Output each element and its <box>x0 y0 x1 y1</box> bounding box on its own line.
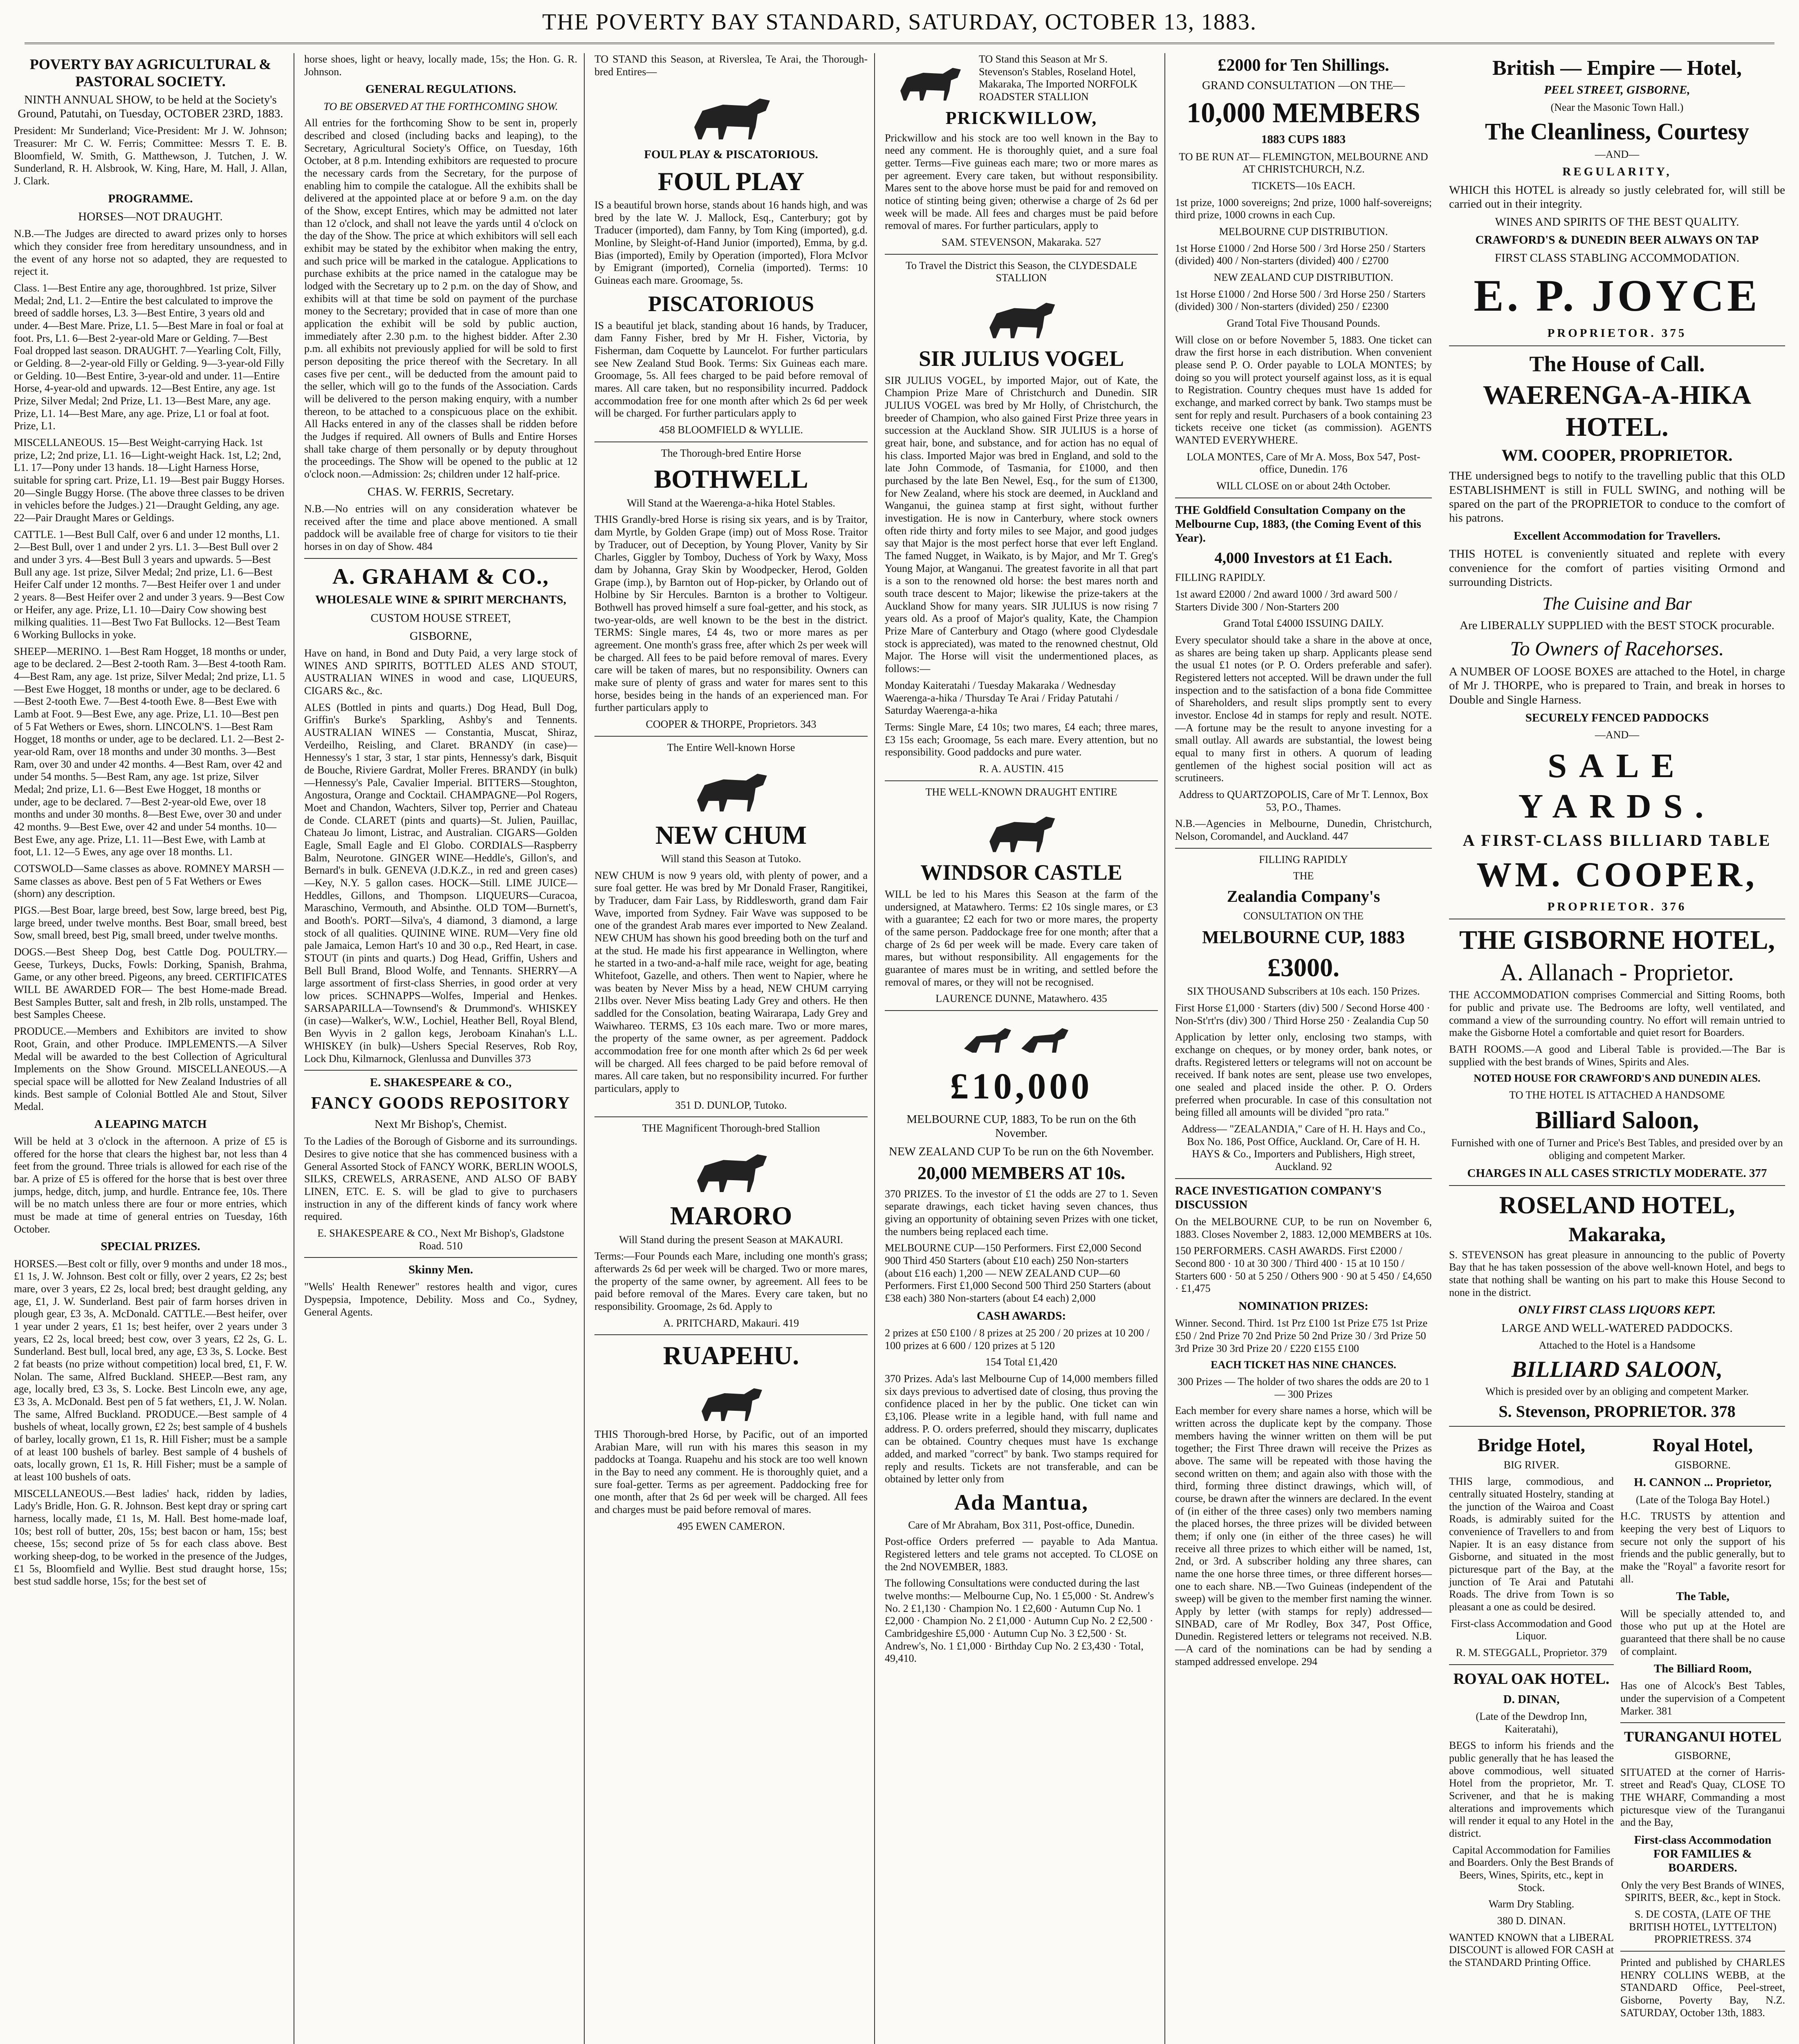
ten-thousand-heading: £10,000 <box>950 1066 1093 1107</box>
graham-name: A. GRAHAM & CO., <box>332 564 549 589</box>
divider <box>594 1116 868 1117</box>
paddocks-and: —AND— <box>1595 729 1640 741</box>
ada-mantua-tail: Post-office Orders preferred — payable to Ada Mantua. Registered letters and tele grams not accepted. To CLOSE on the 2nd NOVEMBER, 1883. <box>885 1535 1158 1573</box>
divider <box>304 558 577 559</box>
divider <box>1175 1178 1432 1179</box>
zealandia-filling: FILLING RAPIDLY <box>1259 853 1348 865</box>
cash-awards-total: 154 Total £1,420 <box>985 1356 1058 1368</box>
secretary-signature: CHAS. W. FERRIS, Secretary. <box>367 485 514 498</box>
show-intro: NINTH ANNUAL SHOW, to be held at the Society's Ground, Patutahi, on Tuesday, OCTOBER 23RD, 1883. <box>18 93 283 121</box>
race-investigation-table: 150 PERFORMERS. CASH AWARDS. First £2000 / Second 800 · 10 at 30 300 / Third 400 · 15 at 10 150 / Starters 600 · 50 at 5 250 / Others 900 · 90 at 5 450 / £4,650 · £1,475 <box>1175 1245 1432 1295</box>
goldfield-title: THE Goldfield Consultation Company on the Melbourne Cup, 1883, (the Coming Event of this Year). <box>1175 503 1421 545</box>
ruapehu-text: THIS Thorough-bred Horse, by Pacific, out of an imported Arabian Mare, will run with his mares this season in my paddocks at Toanga. Ruapehu and his stock are too well known in the Bay to need any comment. He is thoroughly quiet, and a sure foal-getter. Terms as per agreement. Paddocking free for one month, after that 2s 6d per week will be charged. All fees and charges must be paid before removal of mares. <box>594 1428 868 1515</box>
bridge-hotel-signature: R. M. STEGGALL, Proprietor. 379 <box>1456 1647 1607 1659</box>
ten-thousand-members: 20,000 MEMBERS AT 10s. <box>917 1163 1126 1183</box>
bothwell-text: THIS Grandly-bred Horse is rising six years, and is by Traitor, dam Myrtle, by Golden Grape (imp) out of Moss Rose. Traitor by Traducer, out of Deception, by Young Plover, Vanity by Sir Charles, Giggler by Tomboy, Duchess of York by Waxy, Moss dam by Johanna, Gray Skin by Woodpecker, Herod, Golden Grape (imp.), by Barnton out of Hop-picker, by Orlando out of Holbine by Sir Hercules. Barnton is a brother to Voltigeur. Bothwell has proved himself a sure foal-getter, and his stock, as two-year-olds, are well known to be the best in the district. TERMS: Single mares, £4 4s, two or more mares as per agreement. One month's grass free, after which 2s per week will be charged. All fees to be paid before removal of mares. Every care will be taken of mares, but no responsibility. Owners can make sure of plenty of grass and water for mares sent to this horse, besides being in the hands of an experienced man. For further particulars apply to <box>594 513 868 714</box>
divider <box>304 1257 577 1258</box>
turanganui-stock: Only the very Best Brands of WINES, SPIRITS, BEER, &c., kept in Stock. <box>1621 1879 1784 1904</box>
zealandia-subscribers: SIX THOUSAND Subscribers at 10s each. 150 Prizes. <box>1187 985 1420 997</box>
roseland-hotel-name: ROSELAND HOTEL, <box>1499 1191 1735 1219</box>
sir-julius-vogel-signature: R. A. AUSTIN. 415 <box>979 762 1064 775</box>
sir-julius-vogel-text: SIR JULIUS VOGEL, by imported Major, out of Kate, the Champion Prize Mare of Christchurch and Dunedin. SIR JULIUS VOGEL was bred by Mr Holly, of Christchurch, the breeder of Champion, who also gained First Prize three years in succession at the Auckland Show. SIR JULIUS is a horse of great hair, bone, and substance, and for action has no equal of his class. Imported Major was bred in England, and sold to the late John Commode, of Tasmania, for £1000, and then purchased by the late Ben Newel, Esq., for the sum of £1300, for New Zealand, where his stock are deemed, in Auckland and Wanganui, the guinea stamp at first sight, without further investigation. He is now in Canterbury, where stock owners often ride thirty and forty miles to see Major, and good judges say that Major is the most perfect horse that ever left England. The famed Nugget, in Waikato, is by Major, and Mr T. Greg's Young Major, at Wanganui. The greatest favorite in all that part is a son to the renowned old horse: the best mares north and south trace descent to Major; likewise the prize-takers at the Auckland Show for many years. SIR JULIUS is now rising 7 years old. As a proof of Major's quality, Kate, the Champion Prize Mare of Canterbury and Otago (where good Clydesdale stock is appreciated), was mated to the renowned chestnut, Old Major. The Horse will visit the undermentioned places, as follows:— <box>885 374 1158 675</box>
ada-mantua-previous: The following Consultations were conducted during the last twelve months:— Melbourne Cup, No. 1 £5,000 · St. Andrew's No. 2 £1,130 · Champion No. 1 £2,600 · Autumn Cup No. 1 £2,000 · Champion No. 2 £1,000 · Autumn Cup No. 2 £2,500 · Cambridgeshire £5,000 · Autumn Cup No. 3 £2,500 · St. Andrew's, No. 1 £1,000 · Birthday Cup No. 2 £3,430 · Total, 49,410. <box>885 1577 1154 1665</box>
column-1 <box>8 53 293 2044</box>
royal-hotel-late: (Late of the Tologa Bay Hotel.) <box>1636 1493 1770 1506</box>
roseland-presided: Which is presided over by an obliging and competent Marker. <box>1485 1385 1749 1397</box>
divider <box>1449 345 1785 346</box>
waerenga-text-2: THIS HOTEL is conveniently situated and replete with every convenience for the comfort of parties visiting Ormond and surrounding Districts. <box>1449 547 1785 589</box>
cash-awards-table: 2 prizes at £50 £100 / 8 prizes at 25 200 / 20 prizes at 10 200 / 100 prizes at 6 600 / 120 prizes at 5 120 <box>885 1327 1150 1351</box>
ten-thousand-members-heading: 10,000 MEMBERS <box>1187 97 1420 129</box>
ruapehu-signature: 495 EWEN CAMERON. <box>677 1520 785 1532</box>
fenced-paddocks: SECURELY FENCED PADDOCKS <box>1525 711 1709 724</box>
royal-oak-capital: Capital Accommodation for Families and Boarders. Only the Best Brands of Beers, Wines, Spirits, etc., kept in Stock. <box>1449 1844 1614 1894</box>
roseland-paddocks: LARGE AND WELL-WATERED PADDOCKS. <box>1501 1321 1733 1335</box>
nomination-prizes-heading: NOMINATION PRIZES: <box>1238 1300 1368 1313</box>
divider <box>594 736 868 737</box>
british-empire-wines: WINES AND SPIRITS OF THE BEST QUALITY. <box>1495 215 1739 229</box>
foul-play-name: FOUL PLAY <box>657 166 805 196</box>
leaping-text: Will be held at 3 o'clock in the afternoon. A prize of £5 is offered for the horse that clears the highest bar, not less than 4 feet from the ground. Three trials is allowed for each rise of the bar. A prize of £5 is offered for the horse that is best over three jumps, hedge, ditch, jump, and hurdle. Entrance fee, 10s. There will be no match unless there are four or more entries, which must be made at time of general entries on Tuesday, 16th October. <box>14 1135 287 1235</box>
gisborne-furnished: Furnished with one of Turner and Price's Best Tables, and presided over by an obliging and competent Marker. <box>1451 1137 1783 1162</box>
cups-venue: TO BE RUN AT— FLEMINGTON, MELBOURNE AND AT CHRISTCHURCH, N.Z. <box>1179 150 1428 175</box>
royal-hotel-place: GISBORNE. <box>1675 1459 1731 1471</box>
shakespeare-location: Next Mr Bishop's, Chemist. <box>375 1117 507 1131</box>
turanganui-text: SITUATED at the corner of Harris-street and Read's Quay, CLOSE TO THE WHARF, Commanding a most picturesque view of the Turanganui and the Bay, <box>1620 1766 1785 1829</box>
nomination-prizes-table: Winner. Second. Third. 1st Prz £100 1st Prize £75 1st Prize £50 / 2nd Prize 70 2nd Prize 50 2nd Prize 30 / 3rd Prize 50 3rd Prize 30 3rd Prize 20 / £220 £155 £100 <box>1175 1317 1428 1354</box>
zealandia-prizes: First Horse £1,000 · Starters (div) 500 / Second Horse 400 · Non-St'rt'rs (div) 300 / Third Horse 250 · Zealandia Cup 50 <box>1175 1002 1430 1026</box>
divider <box>1620 1951 1785 1952</box>
grand-consultation: GRAND CONSULTATION —ON THE— <box>1202 78 1405 92</box>
cooper-proprietor: PROPRIETOR. 376 <box>1547 900 1687 913</box>
royal-oak-text: BEGS to inform his friends and the public generally that he has leased the above commodious, well situated Hotel from the proprietor, Mr. T. Scrivener, and that he is making alterations and improvements which will render it equal to any Hotel in the district. <box>1449 1739 1614 1839</box>
cattle-classes: CATTLE. 1—Best Bull Calf, over 6 and under 12 months, L1. 2—Best Bull, over 1 and under 2 yrs. L1. 3—Best Bull over 2 and under 3 yrs. 4—Best Bull 3 years and upwards. 5—Best Bull any age. 1st prize, Silver Medal; 2nd prize, L1. 6—Best Heifer Calf under 12 months. 7—Best Heifer over 1 and under 2 years. 8—Best Heifer over 2 and under 3 years. 9—Best Cow or Heifer, any age. Prize, L1. 10—Dairy Cow showing best milking qualities. 11—Best Two Fat Bullocks. 12—Best Team 6 Working Bullocks in yoke. <box>14 528 285 641</box>
ruapehu-name: RUAPEHU. <box>663 1341 799 1370</box>
ten-thousand-prizes: 370 PRIZES. To the investor of £1 the odds are 27 to 1. Seven separate drawings, each ticket having seven chances, thus giving an opportunity of obtaining seven Prizes with one ticket, the numbers being replaced each time. <box>885 1188 1158 1237</box>
zealandia-name: Zealandia Company's <box>1227 887 1380 905</box>
royal-hotel-proprietor: H. CANNON ... Proprietor, <box>1634 1476 1772 1489</box>
goldfield-awards: 1st award £2000 / 2nd award 1000 / 3rd award 500 / Starters Divide 300 / Non-Starters 200 <box>1175 588 1397 613</box>
graham-town: GISBORNE, <box>409 629 472 643</box>
roseland-place: Makaraka, <box>1568 1222 1666 1246</box>
roseland-liquors: ONLY FIRST CLASS LIQUORS KEPT. <box>1518 1303 1716 1317</box>
royal-hotel-block <box>1620 1432 1785 2023</box>
society-header: POVERTY BAY AGRICULTURAL & PASTORAL SOCIETY. <box>29 56 271 90</box>
roseland-billiard: BILLIARD SALOON, <box>1511 1356 1723 1382</box>
leaping-heading: A LEAPING MATCH <box>94 1117 207 1131</box>
dog-poultry-classes: DOGS.—Best Sheep Dog, best Cattle Dog. POULTRY.—Geese, Turkeys, Ducks, Fowls: Dorking, Spanish, Brahma, Game, or any other breed. Pigeons, any breed. CERTIFICATES WILL BE AWARDED FOR— The best Home-made Bread. Best Samples Butter, salt and fresh, in 2lb rolls, unstamped. The best Samples Cheese. <box>14 946 287 1021</box>
royal-oak-name: ROYAL OAK HOTEL. <box>1453 1670 1610 1688</box>
turanganui-first-class: First-class Accommodation FOR FAMILIES & BOARDERS. <box>1634 1833 1772 1875</box>
waerenga-proprietor: WM. COOPER, PROPRIETOR. <box>1501 446 1733 465</box>
goldfield-filling: FILLING RAPIDLY. <box>1175 572 1265 584</box>
new-chum-pre: The Entire Well-known Horse <box>667 741 795 753</box>
royal-hotel-billiard: The Billiard Room, <box>1653 1662 1752 1676</box>
divider <box>1620 1722 1785 1723</box>
divider <box>885 1010 1158 1011</box>
zealandia-text: Application by letter only, enclosing two stamps, with exchange on cheques, or by money order, bank notes, or drafts. Registered letters or telegrams will not on account be received. If bank notes are sent, please use two envelopes, one sealed and placed inside the other. P. O. Orders preferred when procurable. In case of this consultation not being filled all amounts will be divided "pro rata." <box>1175 1031 1432 1118</box>
race-horses-engraving <box>960 1016 1083 1061</box>
produce-classes: PRODUCE.—Members and Exhibitors are invited to show Root, Grain, and other Produce. IMPLEMENTS.—A Silver Medal will be awarded to the best Collection of Agricultural Implements on the Show Ground. MISCELLANEOUS.—A special space will be allotted for New Zealand Industries of all kinds. Best sample of Colonial Bottled Ale and Stout, Silver Medal. <box>14 1025 287 1113</box>
bridge-hotel-first-class: First-class Accommodation and Good Liquor. <box>1451 1617 1612 1642</box>
divider <box>594 1334 868 1335</box>
maroro-pre: THE Magnificent Thorough-bred Stallion <box>642 1122 820 1134</box>
bridge-hotel-name: Bridge Hotel, <box>1477 1434 1586 1456</box>
horse-engraving <box>686 1375 776 1424</box>
foul-play-intro: TO STAND this Season, at Riverslea, Te Arai, the Thorough-bred Entires— <box>594 53 868 78</box>
roseland-signature: S. Stevenson, PROPRIETOR. 378 <box>1498 1402 1736 1421</box>
graham-stock-list: ALES (Bottled in pints and quarts.) Dog Head, Bull Dog, Griffin's Burke's Sparkling, Ashby's and Tennents. AUSTRALIAN WINES — Constantia, Muscat, Shiraz, Verdeilho, Reisling, and Claret. BRANDY (in case)—Hennessy's 1 star, 3 star, 1 star pints, Hennessy's dark, Bisquit de Bouche, Riviere Gardrat, Moller Freres. BRANDY (in bulk)—Hennessy's Pale, Cavalier Imperial. BITTERS—Stoughton, Angostura, Orange and Cocktail. CHAMPAGNE—Pol Rogers, Moet and Chandon, Wachters, Silver top, Perrier and Chateau de Conde. CLARET (pints and quarts)—St. Julien, Pauillac, Chateau Jo limont, Listrac, and Australian. CIGARS—Golden Eagle, Small Eagle and El Globo. CORDIALS—Raspberry Balm, Neurotone. GINGER WINE—Heddle's, Gillon's, and Bernard's in bulk. GENEVA (J.D.K.Z., in red and green cases)—Key, N.Y. 5 gallon cases. HOCK—Still. LIME JUICE—Heddles, Gillons, and Thompson. LIQUEURS—Curacoa, Maraschino, Vermouth, and Absinthe. OLD TOM—Burnett's, and Booth's. PORT—Silva's, 4 diamond, 3 diamond, a large stock of all qualities. QUININE WINE. RUM—Very fine old pale Jamaica, Lemon Hart's 10 and 30 o.p., Red Heart, in case. STOUT (in pints and quarts.) Dog Head, Griffin, Ushers and Bell Bull Brand, Blood Wolfe, and Tennants. SHERRY—A large assortment of first-class Sherries, in good order at very low prices. SCHNAPPS—Wolfes, Imperial and Henkes. SARSAPARILLA—Townsend's & Drummond's. WHISKEY (in case)—Walker's, W.W., Lochiel, Heather Bell, Royal Blend, Ben Wyvis in 2 gallon kegs, Jeroboam Kinahan's L.L. WHISKEY (in bulk)—Ushers Special Reserves, Rob Roy, Lock Dhu, Kilmarnock, Glenlussa and Dunvilles 373 <box>304 701 577 1065</box>
royal-hotel-table-text: Will be specially attended to, and those who put up at the Hotel are guaranteed that there shall be no cause of complaint. <box>1620 1607 1785 1657</box>
divider <box>885 780 1158 781</box>
nine-chances: EACH TICKET HAS NINE CHANCES. <box>1211 1359 1396 1371</box>
prickwillow-name: PRICKWILLOW, <box>945 108 1097 128</box>
owners-of-racehorses: To Owners of Racehorses. <box>1510 637 1724 660</box>
british-empire-beer: CRAWFORD'S & DUNEDIN BEER ALWAYS ON TAP <box>1475 233 1759 247</box>
waerenga-hotel-name: WAERENGA-A-HIKA HOTEL. <box>1483 380 1752 442</box>
cups-heading: 1883 CUPS 1883 <box>1261 133 1346 146</box>
quartzopolis-agencies: N.B.—Agencies in Melbourne, Dunedin, Christchurch, Nelson, Coromandel, and Auckland. 447 <box>1175 818 1432 842</box>
cooper-name: WM. COOPER, <box>1476 855 1758 894</box>
graham-subtitle: WHOLESALE WINE & SPIRIT MERCHANTS, <box>315 593 566 607</box>
maroro-location: Will Stand during the present Season at MAKAURI. <box>619 1233 843 1246</box>
piscatorious-name: PISCATORIOUS <box>648 291 814 316</box>
royal-oak-signature: 380 D. DINAN. <box>1497 1914 1566 1927</box>
melbourne-cup-distribution: 1st Horse £1000 / 2nd Horse 500 / 3rd Horse 250 / Starters (divided) 400 / Non-starters (divided) 400 / £2700 <box>1175 242 1426 267</box>
prickwillow-signature: SAM. STEVENSON, Makaraka. 527 <box>942 236 1101 248</box>
misc-prizes-text: MISCELLANEOUS.—Best ladies' hack, ridden by ladies, Lady's Bridle, Hon. G. R. Johnson. Best kept dray or spring cart harness, locally made, £1 1s, M. Hall. Best home-made loaf, 10s; best roll of butter, 20s, 15s; best bacon or ham, 15s; best cheese, 15s; second prize of 5s for each class above. Best working sheep-dog, to be worked in the presence of the Judges, £1 5s, Bloomfield and Wyllie. Best stud draught horse, 15s; best stud saddle horse, 15s; for the best set of <box>14 1487 287 1587</box>
prickwillow-text: Prickwillow and his stock are too well known in the Bay to need any comment. He is thoroughly quiet, and a sure foal getter. Terms—Five guineas each mare; two or more mares as per agreement. Every care taken, but without responsibility. Mares sent to the above horse must be paid for and removed on notice of stinting being given; otherwise a charge of 2s 6d per week will be made. All fees and charges must be paid before removal of mares. For further particulars, apply to <box>885 132 1158 232</box>
masthead <box>0 0 1799 49</box>
royal-hotel-billiard-text: Has one of Alcock's Best Tables, under the supervision of a Competent Marker. 381 <box>1620 1680 1785 1717</box>
wanted-known: WANTED KNOWN that a LIBERAL DISCOUNT is allowed FOR CASH at the STANDARD Printing Office. <box>1449 1931 1614 1968</box>
goldfield-total: Grand Total £4000 ISSUING DAILY. <box>1223 617 1384 630</box>
shakespeare-name: E. SHAKESPEARE & CO., <box>370 1076 512 1089</box>
joyce-name: E. P. JOYCE <box>1474 270 1761 320</box>
gisborne-hotel-name: THE GISBORNE HOTEL, <box>1459 925 1775 955</box>
british-empire-hotel-title: British — Empire — Hotel, <box>1492 56 1742 80</box>
british-empire-text: WHICH this HOTEL is already so justly celebrated for, will still be carried out in their integrity. <box>1449 183 1785 211</box>
divider <box>304 1070 577 1071</box>
royal-oak-stabling: Warm Dry Stabling. <box>1488 1898 1575 1910</box>
divider <box>1449 1426 1785 1427</box>
programme-heading: PROGRAMME. <box>108 192 193 205</box>
gisborne-charges: CHARGES IN ALL CASES STRICTLY MODERATE. 377 <box>1467 1166 1767 1180</box>
piscatorious-signature: 458 BLOOMFIELD & WYLLIE. <box>659 424 803 436</box>
divider <box>885 254 1158 255</box>
column-5 <box>1169 53 1438 2044</box>
turanganui-place: GISBORNE, <box>1675 1749 1731 1762</box>
quartzopolis-signature: Address to QUARTZOPOLIS, Care of Mr T. Lennox, Box 53, P.O., Thames. <box>1178 788 1429 813</box>
bothwell-signature: COOPER & THORPE, Proprietors. 343 <box>646 718 817 731</box>
race-investigation-intro: On the MELBOURNE CUP, to be run on November 6, 1883. Closes November 2, 1883. 12,000 MEMBERS at 10s. <box>1175 1216 1432 1240</box>
shakespeare-signature: E. SHAKESPEARE & CO., Next Mr Bishop's, Gladstone Road. 510 <box>317 1227 564 1252</box>
prickwillow-intro: TO Stand this Season at Mr S. Stevenson's Stables, Roseland Hotel, Makaraka, The Imported NORFOLK ROADSTER STALLION <box>979 53 1137 103</box>
ten-thousand-table: MELBOURNE CUP—150 Performers. First £2,000 Second 900 Third 450 Starters (about £10 each) 250 Non-starters (about £16 each) 1,200 — NEW ZEALAND CUP—60 Performers. First £1,000 Second 500 Third 250 Starters (about £38 each) 380 Non-starters (about £4 each) 2,000 <box>885 1242 1151 1304</box>
lola-montes-signature: LOLA MONTES, Care of Mr A. Moss, Box 547, Post-office, Dunedin. 176 <box>1187 450 1420 475</box>
horse-engraving <box>972 289 1070 342</box>
new-chum-signature: 351 D. DUNLOP, Tutoko. <box>675 1099 787 1111</box>
goldfield-investors: 4,000 Investors at £1 Each. <box>1214 549 1393 567</box>
british-empire-street: PEEL STREET, GISBORNE, <box>1544 83 1690 97</box>
liberally-supplied: Are LIBERALLY SUPPLIED with the BEST STOCK procurable. <box>1460 619 1774 632</box>
british-empire-stabling: FIRST CLASS STABLING ACCOMMODATION. <box>1494 251 1740 265</box>
graham-address: CUSTOM HOUSE STREET, <box>370 611 511 625</box>
sir-julius-vogel-terms: Terms: Single Mare, £4 10s; two mares, £4 each; three mares, £3 15s each; Groomage, 5s each mare. Every attention, but no responsibility. Good paddocks and pure water. <box>885 721 1158 758</box>
gisborne-proprietor: A. Allanach - Proprietor. <box>1500 959 1734 986</box>
waerenga-accommodation: Excellent Accommodation for Travellers. <box>1514 529 1720 543</box>
column-6 <box>1443 53 1791 2044</box>
bridge-hotel-place: BIG RIVER. <box>1503 1459 1559 1471</box>
gisborne-bath: BATH ROOMS.—A good and Liberal Table is provided.—The Bar is supplied with the best brands of Wines, Spirits and Ales. <box>1449 1043 1785 1068</box>
horse-engraving <box>972 802 1070 856</box>
column-rule <box>584 53 585 2044</box>
royal-oak-late: (Late of the Dewdrop Inn, Kaiteratahi), <box>1476 1710 1587 1735</box>
new-chum-name: NEW CHUM <box>655 820 807 849</box>
royal-oak-proprietor: D. DINAN, <box>1503 1692 1560 1706</box>
goldfield-text: Every speculator should take a share in the above at once, as shares are being taken up sharp. Applicants please send the usual £1 notes (or P. O. Orders preferable and safer). Registered letters not accepted. Will be drawn under the full inspection and to the satisfaction of a bona fide Committee of Shareholders, and result slips promptly sent to every investor. Enclose 4d in stamps for reply and result. NOTE.—A fortune may be the result to anyone investing for a small outlay. All awards are substantial, the lowest being equal to many first in others. A quorum of leading gentlemen of the highest social position will act as scrutineers. <box>1175 634 1432 784</box>
maroro-name: MARORO <box>670 1201 792 1230</box>
horse-engraving <box>682 1139 780 1196</box>
gisborne-noted: NOTED HOUSE FOR CRAWFORD'S AND DUNEDIN ALES. <box>1474 1072 1761 1085</box>
horse-engraving <box>682 758 780 816</box>
grand-total: Grand Total Five Thousand Pounds. <box>1227 317 1380 329</box>
maroro-text: Terms:—Four Pounds each Mare, including one month's grass; afterwards 2s 6d per week will be charged. Two or more mares, the property of the same owner, by agreement. All fees to be paid before removal of the Mares. Every care taken, but no responsibility. Groomage, 2s 6d. Apply to <box>594 1250 868 1312</box>
gisborne-billiard: Billiard Saloon, <box>1535 1106 1699 1134</box>
clydesdale-intro: To Travel the District this Season, the CLYDESDALE STALLION <box>905 259 1137 284</box>
bothwell-pre: The Thorough-bred Entire Horse <box>661 447 801 459</box>
sir-julius-vogel-schedule: Monday Kaiteratahi / Tuesday Makaraka / Wednesday Waerenga-a-hika / Thursday Te Arai / Friday Patutahi / Saturday Waerenga-a-hika <box>885 679 1119 717</box>
turanganui-hotel-name: TURANGANUI HOTEL <box>1624 1728 1782 1745</box>
tickets-price: TICKETS—10s EACH. <box>1252 179 1355 192</box>
and-label: —AND— <box>1595 148 1640 160</box>
sir-julius-vogel-name: SIR JULIUS VOGEL <box>918 346 1124 371</box>
fancy-goods-title: FANCY GOODS REPOSITORY <box>311 1094 571 1113</box>
judges-note: N.B.—The Judges are directed to award prizes only to horses which they consider free from hereditary unsoundness, and in the event of any horse not so adapted, they are requested to reject it. <box>14 228 287 278</box>
royal-hotel-name: Royal Hotel, <box>1652 1434 1753 1456</box>
foul-play-heading: FOUL PLAY & PISCATORIOUS. <box>644 148 818 161</box>
ten-thousand-nz: NEW ZEALAND CUP To be run on the 6th November. <box>888 1145 1154 1158</box>
horses-heading: HORSES—NOT DRAUGHT. <box>78 210 223 223</box>
sheep-classes: SHEEP—MERINO. 1—Best Ram Hogget, 18 months or under, age to be declared. 2—Best 2-tooth Ram. 3—Best 4-tooth Ram. 4—Best Ram, any age. 1st prize, Silver Medal; 2nd prize, L1. 5—Best Ewe Hogget, 18 months or under, age to be declared. 6—Best 2-tooth Ewe. 7—Best 4-tooth Ewe. 8—Best Ewe with Lamb at Foot. 9—Best Ewe, any age. Prize, L1. 10—Best pen of 5 Fat Wethers or Ewes, shorn. LINCOLN'S. 1—Best Ram Hogget, 18 months or under, age to be declared. L1. 2—Best 2-year-old Ram, over 18 months and under 30 months. 3—Best Ram, over 30 and under 42 months. 4—Best Ram, over 42 and under 54 months. 5—Best Ram, any age. 1st prize, Silver Medal; 2nd prize, L1. 6—Best Ewe Hogget, 18 months or under, age to be declared. 7—Best 2-year-old Ewe, over 18 months and under 30 months. 8—Best Ewe, over 30 and under 42 months. 9—Best Ewe, over 42 and under 54 months. 10—Best Ewe, any age. Prize, L1. 11—Best Ewe, with Lamb at foot, L1. 12—5 Ewes, any age over 18 months. L1. <box>14 645 287 858</box>
horse-engraving <box>885 55 975 104</box>
gisborne-text: THE ACCOMMODATION comprises Commercial and Sitting Rooms, both for public and private use. The Bedrooms are lofty, well ventilated, and command a view of the surrounding country. No effort will remain untried to make the Gisborne Hotel a comfortable and quiet resort for Boarders. <box>1449 989 1785 1039</box>
hotel-pair <box>1449 1432 1785 2023</box>
cotswold-classes: COTSWOLD—Same classes as above. ROMNEY MARSH — Same classes as above. Best pen of 5 Fat Wethers or Ewes (shorn) any description. <box>14 863 284 900</box>
zealandia-signature: Address— "ZEALANDIA," Care of H. H. Hays and Co., Box No. 186, Post Office, Auckland. Or, Care of H. H. HAYS & Co., Importers and Publishers, High street, Auckland. 92 <box>1181 1123 1426 1172</box>
divider <box>1449 1185 1785 1186</box>
billiard-table: A FIRST-CLASS BILLIARD TABLE <box>1463 831 1772 849</box>
royal-hotel-text: H.C. TRUSTS by attention and keeping the very best of Liquors to secure not only the support of his friends and the public generally, but to make the "Royal" a favorite resort for all. <box>1620 1510 1785 1585</box>
horse-engraving <box>678 82 784 143</box>
ten-thousand-melbourne: MELBOURNE CUP, 1883, To be run on the 6th November. <box>906 1113 1136 1140</box>
bothwell-name: BOTHWELL <box>654 464 808 494</box>
printer-imprint: Printed and published by CHARLES HENRY COLLINS WEBB, at the STANDARD Office, Peel-street, Gisborne, Poverty Bay, N.Z. SATURDAY, October 13th, 1883. <box>1620 1956 1785 2019</box>
cuisine-and-bar: The Cuisine and Bar <box>1542 594 1692 614</box>
skinny-men-heading: Skinny Men. <box>408 1263 473 1277</box>
horse-classes: Class. 1—Best Entire any age, thoroughbred. 1st prize, Silver Medal; 2nd, L1. 2—Entire the best calculated to improve the breed of saddle horses, L3. 3—Best Entire, 3 years old and under. 4—Best Mare. Prize, L1. 5—Best Mare in foal or foal at foot. Prs, L1. 6—Best 2-year-old Mare or Gelding. 7—Best Foal dropped last season. DRAUGHT. 7—Yearling Colt, Filly, or Gelding. 8—2-year-old Filly or Gelding. 9—3-year-old Filly or Gelding. 10—Best Entire, 3-year-old and under. 11—Entire Horse, 4-year-old and upwards. 12—Best Entire, any age. 1st Prize, Silver Medal; 2nd Prize, L1. 13—Best Mare, any age. Prize, L1. 14—Best Mare, any age. Prize, L1 or foal at foot. Prize, L1. <box>14 282 285 432</box>
joyce-proprietor: PROPRIETOR. 375 <box>1547 327 1687 340</box>
roseland-attached: Attached to the Hotel is a Handsome <box>1539 1339 1696 1351</box>
three-hundred-prizes: 300 Prizes — The holder of two shares the odds are 20 to 1 — 300 Prizes <box>1177 1376 1430 1400</box>
zealandia-cup: MELBOURNE CUP, 1883 <box>1202 927 1405 947</box>
sale-yards: SALE YARDS. <box>1518 746 1716 825</box>
newspaper-masthead-title: THE POVERTY BAY STANDARD, SATURDAY, OCTOBER 13, 1883. <box>542 9 1257 35</box>
regulations-nb: N.B.—No entries will on any consideration whatever be received after the time and place above mentioned. A small paddock will be available free of charge for visitors to tie their horses in on day of Show. 484 <box>304 502 577 552</box>
ten-thousand-text: 370 Prizes. Ada's last Melbourne Cup of 14,000 members filled six days previous to advertised date of closing, thus proving the confidence placed in her by the public. One ticket can win £3,106. Please write in a legible hand, with full name and address. P. O. orders preferred, should they miscarry, duplicates can be obtained. Country cheques must have 1s exchange added, and marked "correct" by bank. Two stamps required for reply and results. Tickets are not transferable, and can be obtained by letter only from <box>885 1373 1158 1485</box>
royal-hotel-table: The Table, <box>1676 1590 1729 1603</box>
special-prizes-heading: SPECIAL PRIZES. <box>101 1240 200 1253</box>
continued-text: horse shoes, light or heavy, locally made, 15s; the Hon. G. R. Johnson. <box>304 53 577 78</box>
windsor-castle-name: WINDSOR CASTLE <box>920 860 1122 885</box>
column-3 <box>589 53 873 2044</box>
windsor-castle-pre: THE WELL-KNOWN DRAUGHT ENTIRE <box>925 786 1117 798</box>
turanganui-signature: S. DE COSTA, (LATE OF THE BRITISH HOTEL, LYTTELTON) PROPRIETRESS. 374 <box>1629 1908 1777 1945</box>
pig-classes: PIGS.—Best Boar, large breed, best Sow, large breed, best Pig, large breed, under twelve months. Best Boar, small breed, best Sow, small breed, best Pig, small breed, under twelve months. <box>14 904 287 941</box>
special-prizes-text: HORSES.—Best colt or filly, over 9 months and under 18 mos., £1 1s, J. W. Johnson. Best colt or filly, over 2 years, £2 2s; best mare, over 3 years, £2 2s, local bred; best draught gelding, any age, £1, J. W. Sunderland. Best pair of farm horses driven in plough gear, £3 3s, A. McDonald. CATTLE.—Best heifer, over 1 year under 2 years, £1 1s; best heifer, over 2 years under 3 years, £2 2s, local breed; best cow, over 3 years, £2 2s, G. L. Sunderland. Best bull, local bred, any age, £3 3s, S. Locke. Best 2 fat beasts (no prize without competition) local bred, £1, F. W. Nolan. The same, Alfred Buckland. SHEEP.—Best ram, any age, locally bred, £3 3s, S. Locke. Best Lincoln ewe, any age, £3 3s, A. McDonald. Best pen of 5 fat wethers, £1, J. W. Nolan. The same, Alfred Buckland. PRODUCE.—Best sample of 4 bushels of wheat, locally grown, £2 2s; best sample of 4 bushels of barley, locally grown, £1 1s, R. Hill Fisher; must be a sample of at least 100 bushels of barley. Best sample of 4 bushels of oats, locally grown, £1 1s, R. Hill Fisher; must be a sample of at least 100 bushels of oats. <box>14 1257 287 1483</box>
british-empire-near: (Near the Masonic Town Hall.) <box>1550 101 1684 113</box>
prizes-intro: 1st prize, 1000 sovereigns; 2nd prize, 1000 half-sovereigns; third prize, 1000 crowns in each Cup. <box>1175 196 1432 221</box>
regulations-text: All entries for the forthcoming Show to be sent in, properly described and closed (including backs and leaping), to the Secretary, Agricultural Society's Office, on Tuesday, 16th October, at 8 p.m. Intending exhibitors are requested to procure the necessary cards from the Secretary, for the purpose of enabling him to compile the catalogue. All the exhibits shall be delivered at the appointed place at or before 9 a.m. on the day of the Show, except Entires, which may be admitted not later than 12 o'clock, and shall not leave the yards until 4 o'clock on the day of the Show. The price at which exhibitors will sell each exhibit may be stated by the exhibitor when making the entry, and such price will be marked in the catalogue. Applications to purchase exhibits at the price named in the catalogue may be lodged with the Secretary up to 2 p.m. on the day of Show, and exhibits will at that time be sold on payment of the purchase money to the Secretary; provided that in case of more than one application the exhibit will be sold by public auction, immediately after 2.30 p.m. to the highest bidder. After 2.30 p.m. all exhibits not previously applied for will be sold to first person depositing the price thereof with the Secretary. In all cases five per cent., will be deducted from the amount paid to the seller, which will go to the funds of the Association. Cards will be delivered to the person making enquiry, with a number thereon, to be attached to a conspicuous place on the exhibit. All Hacks entered in any of the classes shall be ridden before the Judges if required. All owners of Bulls and Entire Horses shall take charge of them personally or by deputy throughout the proceedings. The Show will be opened to the public at 12 o'clock noon.—Admission: 2s; children under 12 half-price. <box>304 117 577 480</box>
windsor-castle-signature: LAURENCE DUNNE, Matawhero. 435 <box>935 993 1107 1005</box>
new-chum-location: Will stand this Season at Tutoko. <box>661 853 801 865</box>
windsor-castle-text: WILL be led to his Mares this Season at the farm of the undersigned, at Matawhero. Terms: £2 10s single mares, or £3 with a guarantee; £2 each for two or more mares, the property of the same person. Paddockage free for one month; after that a charge of 2s 6d per week will be made. Every care taken of mares, but without responsibility. All engagements for the guarantee of mares must be in writing, and settled before the removal of mares, or they will not be recognised. <box>885 888 1158 988</box>
nz-cup-distribution-heading: NEW ZEALAND CUP DISTRIBUTION. <box>1214 271 1393 283</box>
racehorses-text: A NUMBER OF LOOSE BOXES are attached to the Hotel, in charge of Mr J. THORPE, who is prepared to Train, and break in horses to Double and Single Harness. <box>1449 665 1785 706</box>
regularity: REGULARITY, <box>1562 165 1672 179</box>
cash-awards-heading: CASH AWARDS: <box>976 1309 1066 1322</box>
zealandia-sub: CONSULTATION ON THE <box>1243 910 1364 922</box>
nz-cup-distribution: 1st Horse £1000 / 2nd Horse 500 / 3rd Horse 250 / Starters (divided) 300 / Non-starters (divided) 250 / £2300 <box>1175 288 1426 313</box>
roseland-text: S. STEVENSON has great pleasure in announcing to the public of Poverty Bay that he has taken possession of the above well-known Hotel, and begs to state that nothing shall be wanting on his part to make this House Second to none in the district. <box>1449 1248 1785 1298</box>
misc-classes: MISCELLANEOUS. 15—Best Weight-carrying Hack. 1st prize, L2; 2nd prize, L1. 16—Light-weight Hack. 1st, L2; 2nd, L1. 17—Pony under 13 hands. 18—Light Harness Horse, suitable for spring cart. Prize, L1. 19—Best pair Buggy Horses. 20—Single Buggy Horse. (The above three classes to be driven in vehicles before the Judges.) 21—Draught Gelding, any age. 22—Pair Draught Mares or Geldings. <box>14 436 285 524</box>
zealandia-amount: £3000. <box>1267 953 1339 982</box>
race-investigation-title: RACE INVESTIGATION COMPANY'S DISCUSSION <box>1175 1184 1382 1211</box>
nomination-text: Each member for every share names a horse, which will be written across the duplicate kept by the company. Those members having the winner written on them will be put together; the First Three drawn will receive the Prizes as above. The same will be repeated with those having the second written on them; and again also with those with the third, forming three distinct drawings, which will, of course, be drawn after the winners are declared. In the event of (in either of the three cases) only two members naming the placed horses, the three prizes will be divided between them; if only one (in either of the three cases) he will receive all three prizes to which either will be named, 1st, 2nd, or 3rd. A subscriber holding any three shares, can name the one horse three times, or three different horses—one to each share. NB.—Two Guineas (independent of the sweep) will be given to the member first naming the winner. Apply by letter (with stamps for reply) addressed— SINBAD, care of Mr Rodley, Box 347, Post Office, Dunedin. Registered letters or telegrams not received. N.B.—A card of the nominations can be had by sending a stamped addressed envelope. 294 <box>1175 1405 1432 1667</box>
house-of-call: The House of Call. <box>1529 351 1705 376</box>
graham-intro: Have on hand, in Bond and Duty Paid, a very large stock of WINES AND SPIRITS, BOTTLED ALES AND STOUT, AUSTRALIAN WINES in wood and case, LIQUEURS, CIGARS &c., &c. <box>304 647 577 697</box>
melbourne-cup-distribution-heading: MELBOURNE CUP DISTRIBUTION. <box>1219 225 1388 238</box>
lola-close-date: WILL CLOSE on or about 24th October. <box>1216 480 1391 492</box>
divider <box>1449 1664 1614 1665</box>
ada-mantua-address: Care of Mr Abraham, Box 311, Post-office, Dunedin. <box>908 1519 1135 1531</box>
column-rule <box>874 53 875 2044</box>
bridge-hotel-text: THIS large, commodious, and centrally situated Hostelry, standing at the junction of the Wairoa and Coast Roads, is admirably suited for the convenience of Travellers to and from Napier. It is an easy distance from Gisborne, and situated in the most picturesque part of the Bay, at the junction of Te Arai and Patutahi Roads. The drive from Town is so pleasant a one as could be desired. <box>1449 1475 1614 1613</box>
foul-play-text: IS a beautiful brown horse, stands about 16 hands high, and was bred by the late W. J. Mallock, Esq., Canterbury; got by Traducer (imported), dam Fanny, by Tom King (imported), g.d. Monline, by Sleight-of-Hand Junior (imported), Emma, by g.d. Bias (imported), Emily by Operation (imported), Flora McIvor by Emigrant (imported), Cornelia (imported). Terms: 10 Guineas each mare. Groomage, 5s. <box>594 199 868 287</box>
divider <box>1175 848 1432 849</box>
column-2 <box>298 53 583 2044</box>
masthead-rule <box>25 43 1774 44</box>
bothwell-location: Will Stand at the Waerenga-a-hika Hotel Stables. <box>627 497 835 509</box>
ada-mantua-name: Ada Mantua, <box>954 1490 1089 1515</box>
two-thousand-heading: £2000 for Ten Shillings. <box>1218 56 1389 75</box>
consultation-text: Will close on or before November 5, 1883. One ticket can draw the first horse in each distribution. When convenient please send P. O. Order payable to LOLA MONTES; by doing so you will protect yourself against loss, as it is equal to Registration. Country cheques must have 1s added for exchange, and marked correct by bank. Two stamps must be sent for reply and result. Purchasers of a book containing 23 tickets receive one ticket (as commission). AGENTS WANTED EVERYWHERE. <box>1175 334 1432 446</box>
bridge-hotel-block <box>1449 1432 1614 2023</box>
shakespeare-body: To the Ladies of the Borough of Gisborne and its surroundings. Desires to give notice that she has commenced business with a General Assorted Stock of FANCY WORK, BERLIN WOOLS, SILKS, CREWELS, ARRASENE, AND ALSO OF BABY LINEN, ETC. E. S. will be glad to give to purchasers instruction in any of the different kinds of fancy work where required. <box>304 1135 577 1223</box>
waerenga-text: THE undersigned begs to notify to the travelling public that this OLD ESTABLISHMENT is still in FULL SWING, and nothing will be spared on the part of the PROPRIETOR to conduce to the comfort of his patrons. <box>1449 469 1785 524</box>
maroro-signature: A. PRITCHARD, Makauri. 419 <box>663 1317 799 1329</box>
skinny-men-text: "Wells' Health Renewer" restores health and vigor, cures Dyspepsia, Impotence, Debility. Moss and Co., Sydney, General Agents. <box>304 1281 577 1318</box>
regulations-subheading: TO BE OBSERVED AT THE FORTHCOMING SHOW. <box>323 100 558 112</box>
gisborne-attached: TO THE HOTEL IS ATTACHED A HANDSOME <box>1509 1089 1725 1101</box>
piscatorious-text: IS a beautiful jet black, standing about 16 hands, by Traducer, dam Fanny Fisher, bred by Mr H. Fisher, Victoria, by Fisherman, dam Coquette by Launcelot. For further particulars see New Zealand Stud Book. Terms: Six Guineas each mare. Groomage, 5s. All fees charged to be paid before removal of mares. All care taken, but no responsibility incurred. Paddock accommodation free for one month after which 2s 6d per week will be charged. For further particulars apply to <box>594 319 868 419</box>
new-chum-text: NEW CHUM is now 9 years old, with plenty of power, and a sure foal getter. He was bred by Mr Donald Fraser, Rangitikei, by Traducer, dam Fair Lass, by Riddlesworth, grand dam Fair Wave, imported from Sydney. Fair Wave was supposed to be one of the grandest Arab mares ever imported to New Zealand. NEW CHUM has shown his good breeding both on the turf and at the stud. He made his first appearance in Wellington, where he started in a two-and-a-half mile race, weight for age, beating Whitefoot, Gazelle, and others. Then went to Napier, where he was beaten by Never Miss by a head, NEW CHUM carrying 21lbs over. Never Miss beating Lady Grey and others. He then saddled for the Consolation, beating Wairarapa, Lady Grey and Waiwhareo. TERMS, £3 10s each mare. Two or more mares, the property of the same owner, as per agreement. Paddock accommodation free for one month after which 2s 6d per week will be charged. All fees charged to be paid before removal of mares. All care taken, but no responsibility incurred. For further particulars, apply to <box>594 869 868 1095</box>
regulations-heading: GENERAL REGULATIONS. <box>365 83 516 96</box>
society-officers: President: Mr Sunderland; Vice-President: Mr J. W. Johnson; Treasurer: Mr C. W. Ferris; Committee: Messrs T. E. B. Bloomfield, W. Smith, G. Matthewson, J. Tutchen, J. W. Sunderland, R. H. Alsbrook, W. King, Hare, M. Hall, J. Allan, J. Clark. <box>14 125 287 187</box>
cleanliness-courtesy: The Cleanliness, Courtesy <box>1485 118 1750 145</box>
column-rule <box>1164 53 1165 2044</box>
zealandia-the: THE <box>1293 870 1314 882</box>
column-4 <box>879 53 1164 2044</box>
